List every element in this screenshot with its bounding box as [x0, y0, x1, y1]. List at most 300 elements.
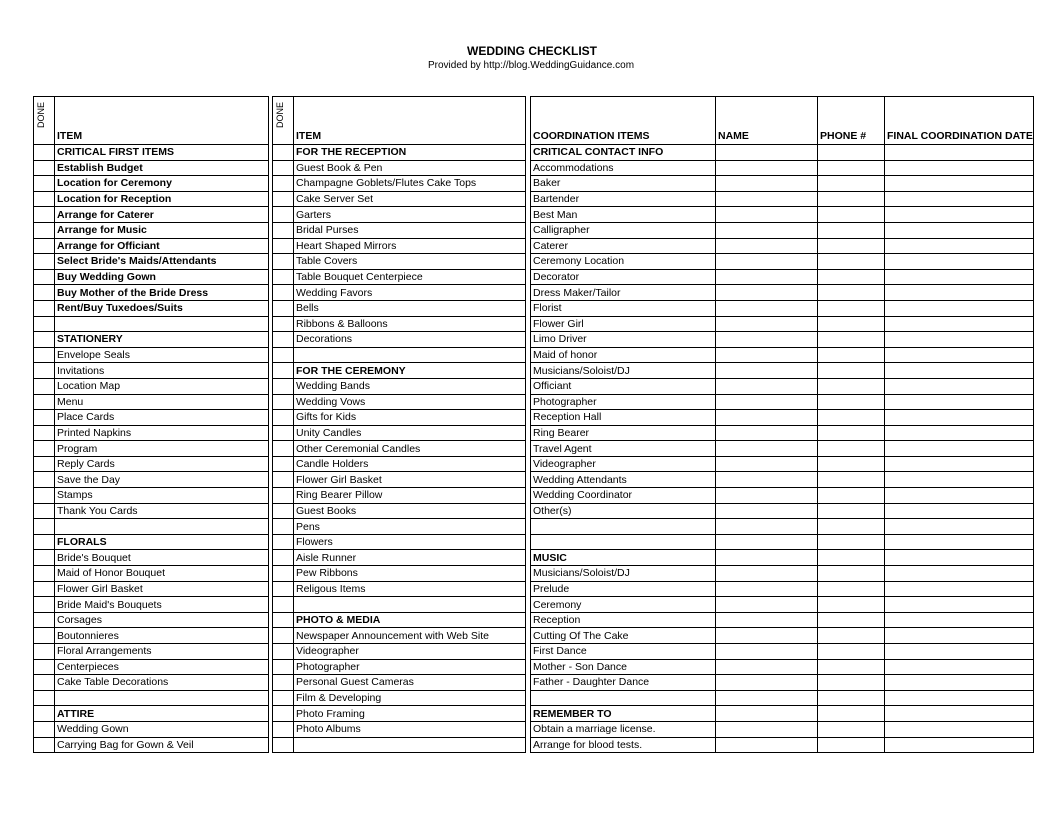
table-row — [34, 721, 1034, 737]
item-cell: Thank You Cards — [55, 503, 269, 519]
done-checkbox-cell[interactable] — [34, 597, 55, 613]
phone-cell[interactable] — [818, 503, 885, 519]
final-date-cell[interactable] — [885, 145, 1034, 161]
name-cell[interactable] — [716, 300, 818, 316]
final-date-cell[interactable] — [885, 176, 1034, 192]
done-checkbox-cell[interactable] — [273, 581, 294, 597]
name-cell[interactable] — [716, 628, 818, 644]
done-checkbox-cell[interactable] — [273, 410, 294, 426]
phone-cell[interactable] — [818, 441, 885, 457]
item-cell: Reply Cards — [55, 456, 269, 472]
name-cell[interactable] — [716, 675, 818, 691]
done-checkbox-cell[interactable] — [273, 597, 294, 613]
coordination-item-cell: Decorator — [531, 269, 716, 285]
done-checkbox-cell[interactable] — [273, 347, 294, 363]
coordination-item-cell — [531, 519, 716, 535]
done-checkbox-cell[interactable] — [273, 644, 294, 660]
coordination-item-cell: Musicians/Soloist/DJ — [531, 363, 716, 379]
item-cell: Wedding Bands — [294, 378, 526, 394]
item-cell: STATIONERY — [55, 332, 269, 348]
item-cell: Arrange for Officiant — [55, 238, 269, 254]
name-cell[interactable] — [716, 207, 818, 223]
item-cell: Arrange for Music — [55, 222, 269, 238]
item-cell: Flowers — [294, 534, 526, 550]
table-row — [34, 675, 1034, 691]
item-cell — [294, 597, 526, 613]
final-date-cell[interactable] — [885, 456, 1034, 472]
table-row — [34, 519, 1034, 535]
item-cell: Garters — [294, 207, 526, 223]
done-checkbox-cell[interactable] — [273, 488, 294, 504]
final-date-cell[interactable] — [885, 612, 1034, 628]
item-cell: Bride Maid's Bouquets — [55, 597, 269, 613]
name-cell[interactable] — [716, 550, 818, 566]
final-date-cell[interactable] — [885, 222, 1034, 238]
final-date-cell[interactable] — [885, 207, 1034, 223]
item-cell: Table Covers — [294, 254, 526, 270]
coordination-item-cell: Wedding Coordinator — [531, 488, 716, 504]
done-checkbox-cell[interactable] — [34, 706, 55, 722]
done-checkbox-cell[interactable] — [273, 145, 294, 161]
name-cell[interactable] — [716, 441, 818, 457]
item-cell: Guest Books — [294, 503, 526, 519]
name-cell[interactable] — [716, 238, 818, 254]
name-cell[interactable] — [716, 519, 818, 535]
item-cell: CRITICAL FIRST ITEMS — [55, 145, 269, 161]
item-cell: FOR THE RECEPTION — [294, 145, 526, 161]
phone-cell[interactable] — [818, 145, 885, 161]
item-cell: Photographer — [294, 659, 526, 675]
done-checkbox-cell[interactable] — [273, 394, 294, 410]
name-cell[interactable] — [716, 378, 818, 394]
done-checkbox-cell[interactable] — [34, 456, 55, 472]
final-date-cell[interactable] — [885, 269, 1034, 285]
name-cell[interactable] — [716, 425, 818, 441]
coordination-item-cell: Baker — [531, 176, 716, 192]
done-checkbox-cell[interactable] — [34, 503, 55, 519]
item-cell: Pens — [294, 519, 526, 535]
phone-cell[interactable] — [818, 254, 885, 270]
done-checkbox-cell[interactable] — [273, 191, 294, 207]
phone-cell[interactable] — [818, 410, 885, 426]
item-cell: FOR THE CEREMONY — [294, 363, 526, 379]
item-cell: Bride's Bouquet — [55, 550, 269, 566]
phone-cell[interactable] — [818, 176, 885, 192]
table-row — [34, 644, 1034, 660]
name-cell[interactable] — [716, 410, 818, 426]
item-cell: Arrange for Caterer — [55, 207, 269, 223]
final-date-cell[interactable] — [885, 706, 1034, 722]
done-checkbox-cell[interactable] — [34, 534, 55, 550]
phone-cell[interactable] — [818, 675, 885, 691]
name-cell[interactable] — [716, 285, 818, 301]
name-cell[interactable] — [716, 706, 818, 722]
item-cell: Carrying Bag for Gown & Veil — [55, 737, 269, 753]
item-column-header-2: ITEM — [294, 97, 526, 145]
name-cell[interactable] — [716, 534, 818, 550]
done-checkbox-cell[interactable] — [273, 160, 294, 176]
done-checkbox-cell[interactable] — [273, 238, 294, 254]
done-checkbox-cell[interactable] — [34, 690, 55, 706]
item-cell — [55, 690, 269, 706]
item-cell: Printed Napkins — [55, 425, 269, 441]
phone-cell[interactable] — [818, 659, 885, 675]
final-date-cell[interactable] — [885, 378, 1034, 394]
coordination-item-cell: Ceremony Location — [531, 254, 716, 270]
phone-cell[interactable] — [818, 472, 885, 488]
coordination-item-cell: Reception Hall — [531, 410, 716, 426]
name-cell[interactable] — [716, 737, 818, 753]
table-row — [34, 176, 1034, 192]
final-date-cell[interactable] — [885, 737, 1034, 753]
done-checkbox-cell[interactable] — [273, 519, 294, 535]
name-cell[interactable] — [716, 581, 818, 597]
done-checkbox-cell[interactable] — [273, 721, 294, 737]
name-cell[interactable] — [716, 612, 818, 628]
item-cell: Cake Table Decorations — [55, 675, 269, 691]
final-date-cell[interactable] — [885, 160, 1034, 176]
done-checkbox-cell[interactable] — [34, 207, 55, 223]
item-cell: Location Map — [55, 378, 269, 394]
phone-cell[interactable] — [818, 581, 885, 597]
done-checkbox-cell[interactable] — [273, 628, 294, 644]
item-cell — [55, 316, 269, 332]
final-date-cell[interactable] — [885, 675, 1034, 691]
item-cell: Location for Ceremony — [55, 176, 269, 192]
item-cell: Select Bride's Maids/Attendants — [55, 254, 269, 270]
done-checkbox-cell[interactable] — [34, 238, 55, 254]
done-checkbox-cell[interactable] — [273, 566, 294, 582]
done-checkbox-cell[interactable] — [34, 519, 55, 535]
item-cell: Pew Ribbons — [294, 566, 526, 582]
done-checkbox-cell[interactable] — [34, 316, 55, 332]
final-date-cell[interactable] — [885, 503, 1034, 519]
done-checkbox-cell[interactable] — [273, 690, 294, 706]
done-checkbox-cell[interactable] — [34, 472, 55, 488]
final-date-cell[interactable] — [885, 519, 1034, 535]
name-cell[interactable] — [716, 488, 818, 504]
item-cell: Cake Server Set — [294, 191, 526, 207]
table-row — [34, 238, 1034, 254]
name-cell[interactable] — [716, 332, 818, 348]
phone-cell[interactable] — [818, 550, 885, 566]
phone-cell[interactable] — [818, 347, 885, 363]
item-cell: Bridal Purses — [294, 222, 526, 238]
done-checkbox-cell[interactable] — [34, 581, 55, 597]
done-checkbox-cell[interactable] — [34, 363, 55, 379]
final-date-cell[interactable] — [885, 238, 1034, 254]
done-checkbox-cell[interactable] — [273, 503, 294, 519]
phone-cell[interactable] — [818, 488, 885, 504]
header-row — [34, 97, 1034, 145]
phone-cell[interactable] — [818, 269, 885, 285]
final-date-cell[interactable] — [885, 441, 1034, 457]
table-row — [34, 706, 1034, 722]
phone-cell[interactable] — [818, 737, 885, 753]
done-checkbox-cell[interactable] — [34, 441, 55, 457]
done-checkbox-cell[interactable] — [34, 566, 55, 582]
phone-cell[interactable] — [818, 363, 885, 379]
phone-cell[interactable] — [818, 612, 885, 628]
phone-cell[interactable] — [818, 316, 885, 332]
item-cell: Candle Holders — [294, 456, 526, 472]
name-cell[interactable] — [716, 222, 818, 238]
coordination-item-cell: Florist — [531, 300, 716, 316]
done-checkbox-cell[interactable] — [34, 332, 55, 348]
final-date-cell[interactable] — [885, 347, 1034, 363]
table-row — [34, 581, 1034, 597]
phone-cell[interactable] — [818, 222, 885, 238]
phone-cell[interactable] — [818, 519, 885, 535]
name-cell[interactable] — [716, 316, 818, 332]
checklist-table — [33, 96, 1034, 753]
coordination-item-cell: Officiant — [531, 378, 716, 394]
phone-cell[interactable] — [818, 566, 885, 582]
name-cell[interactable] — [716, 363, 818, 379]
item-cell: Centerpieces — [55, 659, 269, 675]
final-date-cell[interactable] — [885, 644, 1034, 660]
final-date-cell[interactable] — [885, 488, 1034, 504]
name-cell[interactable] — [716, 566, 818, 582]
item-cell: Guest Book & Pen — [294, 160, 526, 176]
done-checkbox-cell[interactable] — [273, 285, 294, 301]
page-subtitle: Provided by http://blog.WeddingGuidance.com — [427, 60, 635, 71]
done-checkbox-cell[interactable] — [34, 737, 55, 753]
item-cell: Floral Arrangements — [55, 644, 269, 660]
final-date-cell[interactable] — [885, 721, 1034, 737]
coordination-item-cell: Father - Daughter Dance — [531, 675, 716, 691]
done-checkbox-cell[interactable] — [273, 612, 294, 628]
table-row — [34, 378, 1034, 394]
phone-cell[interactable] — [818, 191, 885, 207]
item-cell: Table Bouquet Centerpiece — [294, 269, 526, 285]
done-checkbox-cell[interactable] — [34, 191, 55, 207]
done-checkbox-cell[interactable] — [273, 737, 294, 753]
final-date-cell[interactable] — [885, 394, 1034, 410]
done-checkbox-cell[interactable] — [273, 176, 294, 192]
done-checkbox-cell[interactable] — [34, 269, 55, 285]
item-cell: Establish Budget — [55, 160, 269, 176]
table-row — [34, 145, 1034, 161]
table-row — [34, 690, 1034, 706]
name-column-header: NAME — [716, 97, 818, 145]
final-date-cell[interactable] — [885, 659, 1034, 675]
phone-column-header: PHONE # — [818, 97, 885, 145]
table-row — [34, 488, 1034, 504]
coordination-item-cell: Photographer — [531, 394, 716, 410]
done-checkbox-cell[interactable] — [34, 378, 55, 394]
done-checkbox-cell[interactable] — [34, 160, 55, 176]
table-row — [34, 612, 1034, 628]
final-date-cell[interactable] — [885, 410, 1034, 426]
done-checkbox-cell[interactable] — [273, 207, 294, 223]
done-checkbox-cell[interactable] — [34, 176, 55, 192]
phone-cell[interactable] — [818, 721, 885, 737]
coordination-item-cell: Best Man — [531, 207, 716, 223]
name-cell[interactable] — [716, 472, 818, 488]
phone-cell[interactable] — [818, 394, 885, 410]
table-row — [34, 550, 1034, 566]
done-checkbox-cell[interactable] — [34, 347, 55, 363]
done-checkbox-cell[interactable] — [34, 644, 55, 660]
done-checkbox-cell[interactable] — [273, 472, 294, 488]
done-checkbox-cell[interactable] — [273, 456, 294, 472]
coordination-item-cell: Prelude — [531, 581, 716, 597]
phone-cell[interactable] — [818, 456, 885, 472]
final-date-cell[interactable] — [885, 300, 1034, 316]
item-cell: Film & Developing — [294, 690, 526, 706]
done-checkbox-cell[interactable] — [34, 488, 55, 504]
final-date-cell[interactable] — [885, 363, 1034, 379]
final-date-cell[interactable] — [885, 628, 1034, 644]
done-checkbox-cell[interactable] — [273, 363, 294, 379]
done-checkbox-cell[interactable] — [34, 145, 55, 161]
name-cell[interactable] — [716, 659, 818, 675]
name-cell[interactable] — [716, 690, 818, 706]
name-cell[interactable] — [716, 644, 818, 660]
phone-cell[interactable] — [818, 690, 885, 706]
done-checkbox-cell[interactable] — [34, 721, 55, 737]
table-row — [34, 566, 1034, 582]
done-checkbox-cell[interactable] — [273, 550, 294, 566]
phone-cell[interactable] — [818, 300, 885, 316]
phone-cell[interactable] — [818, 425, 885, 441]
table-row — [34, 503, 1034, 519]
phone-cell[interactable] — [818, 238, 885, 254]
done-checkbox-cell[interactable] — [273, 222, 294, 238]
name-cell[interactable] — [716, 456, 818, 472]
done-checkbox-cell[interactable] — [34, 628, 55, 644]
item-cell: Flower Girl Basket — [55, 581, 269, 597]
done-checkbox-cell[interactable] — [273, 316, 294, 332]
final-date-cell[interactable] — [885, 285, 1034, 301]
table-row — [34, 472, 1034, 488]
done-checkbox-cell[interactable] — [34, 410, 55, 426]
coordination-item-cell: Musicians/Soloist/DJ — [531, 566, 716, 582]
phone-cell[interactable] — [818, 597, 885, 613]
done-checkbox-cell[interactable] — [273, 254, 294, 270]
final-date-cell[interactable] — [885, 566, 1034, 582]
phone-cell[interactable] — [818, 644, 885, 660]
coordination-item-cell: Dress Maker/Tailor — [531, 285, 716, 301]
table-row — [34, 222, 1034, 238]
done-checkbox-cell[interactable] — [34, 659, 55, 675]
name-cell[interactable] — [716, 597, 818, 613]
item-cell: Bells — [294, 300, 526, 316]
item-cell: Aisle Runner — [294, 550, 526, 566]
phone-cell[interactable] — [818, 160, 885, 176]
done-checkbox-cell[interactable] — [273, 269, 294, 285]
item-cell: FLORALS — [55, 534, 269, 550]
name-cell[interactable] — [716, 394, 818, 410]
done-checkbox-cell[interactable] — [273, 425, 294, 441]
done-checkbox-cell[interactable] — [273, 378, 294, 394]
item-cell: Champagne Goblets/Flutes Cake Tops — [294, 176, 526, 192]
table-row — [34, 597, 1034, 613]
done-checkbox-cell[interactable] — [34, 425, 55, 441]
final-date-cell[interactable] — [885, 597, 1034, 613]
name-cell[interactable] — [716, 503, 818, 519]
final-date-cell[interactable] — [885, 690, 1034, 706]
done-checkbox-cell[interactable] — [273, 534, 294, 550]
coordination-item-cell: Accommodations — [531, 160, 716, 176]
final-date-cell[interactable] — [885, 191, 1034, 207]
coordination-item-cell: REMEMBER TO — [531, 706, 716, 722]
item-cell — [294, 737, 526, 753]
done-checkbox-cell[interactable] — [34, 550, 55, 566]
done-checkbox-cell[interactable] — [34, 254, 55, 270]
final-date-cell[interactable] — [885, 472, 1034, 488]
phone-cell[interactable] — [818, 332, 885, 348]
final-date-cell[interactable] — [885, 332, 1034, 348]
coordination-item-cell: Arrange for blood tests. — [531, 737, 716, 753]
name-cell[interactable] — [716, 145, 818, 161]
coordination-item-cell — [531, 534, 716, 550]
name-cell[interactable] — [716, 191, 818, 207]
item-cell: Invitations — [55, 363, 269, 379]
final-date-cell[interactable] — [885, 581, 1034, 597]
done-checkbox-cell[interactable] — [273, 659, 294, 675]
done-checkbox-cell[interactable] — [273, 332, 294, 348]
name-cell[interactable] — [716, 269, 818, 285]
done-checkbox-cell[interactable] — [273, 706, 294, 722]
done-checkbox-cell[interactable] — [34, 612, 55, 628]
phone-cell[interactable] — [818, 706, 885, 722]
item-cell: Location for Reception — [55, 191, 269, 207]
name-cell[interactable] — [716, 160, 818, 176]
phone-cell[interactable] — [818, 207, 885, 223]
item-cell: Photo Framing — [294, 706, 526, 722]
phone-cell[interactable] — [818, 285, 885, 301]
done-checkbox-cell[interactable] — [34, 675, 55, 691]
item-cell: Decorations — [294, 332, 526, 348]
table-row — [34, 737, 1034, 753]
item-cell: Ribbons & Balloons — [294, 316, 526, 332]
phone-cell[interactable] — [818, 628, 885, 644]
item-cell — [294, 347, 526, 363]
done-checkbox-cell[interactable] — [34, 300, 55, 316]
item-cell: Envelope Seals — [55, 347, 269, 363]
item-cell: Newspaper Announcement with Web Site — [294, 628, 526, 644]
final-date-cell[interactable] — [885, 316, 1034, 332]
table-row — [34, 441, 1034, 457]
coordination-item-cell: CRITICAL CONTACT INFO — [531, 145, 716, 161]
coordination-item-cell: Ring Bearer — [531, 425, 716, 441]
name-cell[interactable] — [716, 176, 818, 192]
done-checkbox-cell[interactable] — [273, 675, 294, 691]
final-date-cell[interactable] — [885, 550, 1034, 566]
done-checkbox-cell[interactable] — [34, 222, 55, 238]
item-cell: Corsages — [55, 612, 269, 628]
item-cell: Heart Shaped Mirrors — [294, 238, 526, 254]
done-checkbox-cell[interactable] — [273, 441, 294, 457]
table-row — [34, 191, 1034, 207]
final-date-cell[interactable] — [885, 425, 1034, 441]
final-date-cell[interactable] — [885, 534, 1034, 550]
done-checkbox-cell[interactable] — [34, 394, 55, 410]
item-cell: Buy Mother of the Bride Dress — [55, 285, 269, 301]
final-date-cell[interactable] — [885, 254, 1034, 270]
table-row — [34, 269, 1034, 285]
done-column-header: DONE — [34, 97, 55, 145]
name-cell[interactable] — [716, 347, 818, 363]
name-cell[interactable] — [716, 721, 818, 737]
done-checkbox-cell[interactable] — [34, 285, 55, 301]
phone-cell[interactable] — [818, 378, 885, 394]
done-checkbox-cell[interactable] — [273, 300, 294, 316]
name-cell[interactable] — [716, 254, 818, 270]
phone-cell[interactable] — [818, 534, 885, 550]
